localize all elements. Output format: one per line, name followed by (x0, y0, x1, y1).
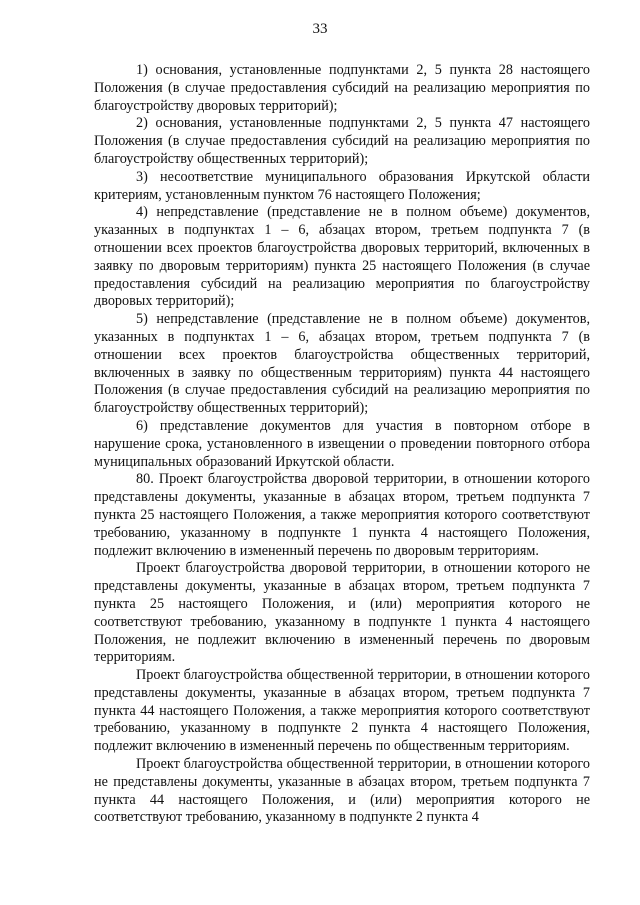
paragraph-point-80: 80. Проект благоустройства дворовой территории, в отношении которого представлены документы, указанные в абзацах втором, третьем подпункта 7 пункта 25 настоящего Положения, а также мероприятия которого соответствуют требованию, указанному в подпункте 1 пункта 4 настоящего Положения, подлежит включению в измененный перечень по дворовым территориям. (94, 471, 590, 559)
paragraph-item-5: 5) непредставление (представление не в полном объеме) документов, указанных в подпунктах 1 – 6, абзацах втором, третьем подпункта 7 (в отношении всех проектов благоустройства общественных территорий, включенных в заявку по общественным территориям) пункта 44 настоящего Положения (в случае предоставления субсидий на реализацию мероприятия по благоустройству общественных территорий); (94, 311, 590, 417)
paragraph-item-2: 2) основания, установленные подпунктами 2, 5 пункта 47 настоящего Положения (в случае предоставления субсидий на реализацию мероприятия по благоустройству общественных территорий); (94, 115, 590, 167)
document-body (94, 62, 590, 827)
page-number: 33 (312, 21, 328, 37)
paragraph-public-not-included: Проект благоустройства общественной территории, в отношении которого не представлены документы, указанные в абзацах втором, третьем подпункта 7 пункта 44 настоящего Положения, и (или) мероприятия которого не соответствуют требованию, указанному в подпункте 2 пункта 4 (94, 756, 590, 826)
paragraph-item-1: 1) основания, установленные подпунктами 2, 5 пункта 28 настоящего Положения (в случае предоставления субсидий на реализацию мероприятия по благоустройству дворовых территорий); (94, 62, 590, 114)
paragraph-public-included: Проект благоустройства общественной территории, в отношении которого представлены документы, указанные в абзацах втором, третьем подпункта 7 пункта 44 настоящего Положения, а также мероприятия которого соответствуют требованию, указанному в подпункте 2 пункта 4 настоящего Положения, подлежит включению в измененный перечень по общественным территориям. (94, 667, 590, 755)
paragraph-yard-not-included: Проект благоустройства дворовой территории, в отношении которого не представлены документы, указанные в абзацах втором, третьем подпункта 7 пункта 25 настоящего Положения, и (или) мероприятия которого не соответствуют требованию, указанному в подпункте 1 пункта 4 настоящего Положения, не подлежит включению в измененный перечень по дворовым территориям. (94, 560, 590, 666)
paragraph-item-3: 3) несоответствие муниципального образования Иркутской области критериям, установленным пунктом 76 настоящего Положения; (94, 168, 590, 203)
paragraph-item-4: 4) непредставление (представление не в полном объеме) документов, указанных в подпунктах 1 – 6, абзацах втором, третьем подпункта 7 (в отношении всех проектов благоустройства дворовых территорий, включенных в заявку по дворовым территориям) пункта 25 настоящего Положения (в случае предоставления субсидий на реализацию мероприятия по благоустройству дворовых территорий); (94, 204, 590, 310)
paragraph-item-6: 6) представление документов для участия в повторном отборе в нарушение срока, установленного в извещении о проведении повторного отбора муниципальных образований Иркутской области. (94, 417, 590, 470)
